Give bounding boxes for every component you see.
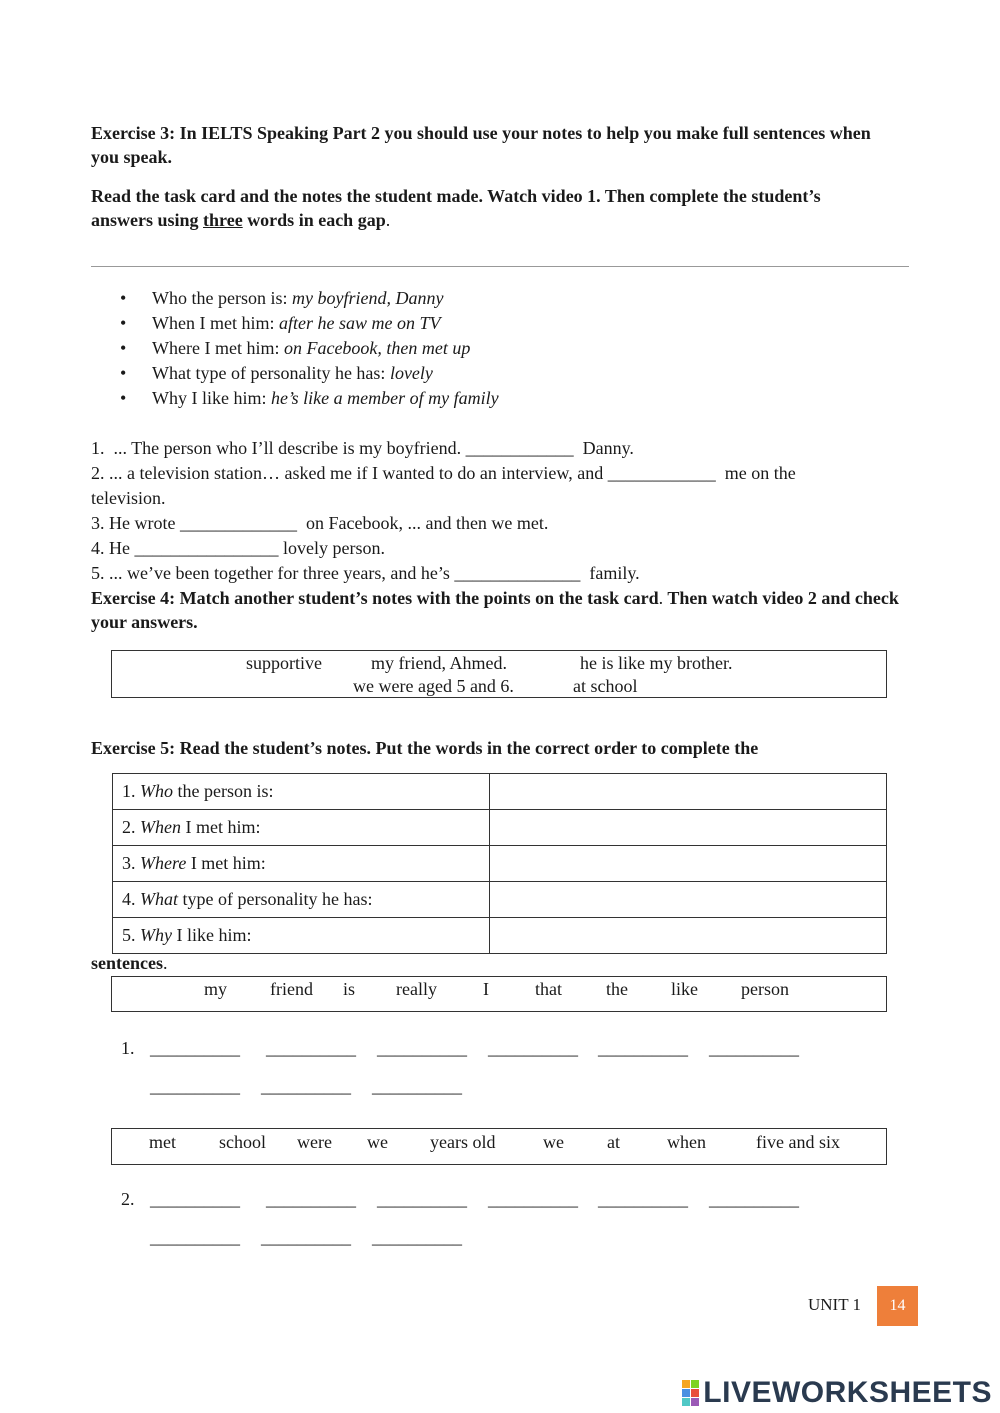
table-row: [113, 774, 887, 810]
table-cell-label: 1. Who the person is:: [113, 774, 490, 810]
answer-blank[interactable]: __________: [372, 1076, 462, 1096]
list-item: [120, 311, 499, 336]
logo-text: LIVEWORKSHEETS: [703, 1376, 992, 1409]
instr-part-a: Read the task card and the notes the student made. Watch video 1. Then complete the student’s answers using: [91, 186, 821, 230]
ex4-heading-dot: .: [658, 588, 664, 608]
answer-blank[interactable]: __________: [150, 1227, 240, 1247]
note-label: When I met him:: [152, 313, 279, 333]
word-chip[interactable]: really: [396, 979, 437, 999]
word-box-2: [111, 1128, 887, 1165]
note-word[interactable]: he is like my brother.: [580, 653, 733, 673]
answer-blank[interactable]: __________: [261, 1076, 351, 1096]
list-item: [120, 386, 499, 411]
note-value: he’s like a member of my family: [270, 388, 499, 408]
word-chip[interactable]: person: [741, 979, 789, 999]
word-chip[interactable]: met: [149, 1132, 176, 1152]
question-2[interactable]: 2. ... a television station… asked me if I wanted to do an interview, and ____________ me on the: [91, 463, 796, 483]
note-value: lovely: [389, 363, 433, 383]
table-cell-label: 2. When I met him:: [113, 810, 490, 846]
student-notes-box: [111, 650, 887, 698]
word-chip[interactable]: years old: [430, 1132, 496, 1152]
table-cell-answer[interactable]: [490, 810, 887, 846]
note-word[interactable]: at school: [573, 676, 638, 696]
exercise-5-heading-end: sentences.: [91, 953, 168, 973]
table-cell-label: 5. Why I like him:: [113, 918, 490, 954]
exercise-5-heading: Exercise 5: Read the student’s notes. Put the words in the correct order to complete the: [91, 738, 759, 758]
answer-blank[interactable]: __________: [488, 1038, 578, 1058]
word-chip[interactable]: when: [667, 1132, 706, 1152]
question-1[interactable]: 1. ... The person who I’ll describe is my boyfriend. ____________ Danny.: [91, 438, 634, 458]
note-label: What type of personality he has:: [152, 363, 390, 383]
word-chip[interactable]: five and six: [756, 1132, 840, 1152]
table-row: [113, 846, 887, 882]
unit-label: UNIT 1: [808, 1295, 862, 1314]
question-5[interactable]: 5. ... we’ve been together for three years, and he’s ______________ family.: [91, 563, 640, 583]
note-word[interactable]: we were aged 5 and 6.: [353, 676, 514, 696]
liveworksheets-logo[interactable]: [682, 1376, 992, 1410]
word-chip[interactable]: is: [343, 979, 356, 999]
answer-blank[interactable]: __________: [150, 1076, 240, 1096]
instr-part-b: words in each gap: [242, 210, 386, 230]
divider-line: [91, 266, 909, 267]
logo-icon: [682, 1380, 699, 1406]
word-chip[interactable]: I: [483, 979, 489, 999]
list-item: [120, 361, 499, 386]
instr-underlined-word: three: [203, 210, 243, 230]
word-chip[interactable]: at: [607, 1132, 620, 1152]
word-chip[interactable]: like: [671, 979, 698, 999]
answer-2-number: 2.: [121, 1189, 135, 1209]
table-cell-answer[interactable]: [490, 882, 887, 918]
exercise-4-heading: [91, 586, 921, 634]
note-value: on Facebook, then met up: [283, 338, 471, 358]
ex4-heading-part-b: Then watch video 2 and check your answers.: [91, 588, 899, 632]
table-cell-answer[interactable]: [490, 918, 887, 954]
answer-blank[interactable]: __________: [266, 1189, 356, 1209]
word-box-1: [111, 976, 887, 1012]
table-row: [113, 918, 887, 954]
exercise-3-instructions: [91, 184, 871, 232]
table-row: [113, 810, 887, 846]
list-item: [120, 286, 499, 311]
answer-blank[interactable]: __________: [372, 1227, 462, 1247]
table-cell-answer[interactable]: [490, 846, 887, 882]
note-label: Why I like him:: [152, 388, 271, 408]
note-word[interactable]: supportive: [246, 653, 322, 673]
table-cell-label: 3. Where I met him:: [113, 846, 490, 882]
answer-blank[interactable]: __________: [150, 1038, 240, 1058]
note-word[interactable]: my friend, Ahmed.: [371, 653, 507, 673]
instr-dot: .: [385, 210, 391, 230]
answer-blank[interactable]: __________: [598, 1038, 688, 1058]
question-2-continued: television.: [91, 488, 166, 508]
word-chip[interactable]: that: [535, 979, 562, 999]
answer-blank[interactable]: __________: [488, 1189, 578, 1209]
word-chip[interactable]: were: [297, 1132, 332, 1152]
answer-blank[interactable]: __________: [261, 1227, 351, 1247]
ex4-heading-part-a: Exercise 4: Match another student’s notes with the points on the task card: [91, 588, 659, 608]
word-chip[interactable]: my: [204, 979, 228, 999]
answer-blank[interactable]: __________: [709, 1189, 799, 1209]
word-chip[interactable]: we: [367, 1132, 388, 1152]
list-item: [120, 336, 499, 361]
word-chip[interactable]: school: [219, 1132, 266, 1152]
table-row: [113, 882, 887, 918]
word-chip[interactable]: the: [606, 979, 628, 999]
table-cell-label: 4. What type of personality he has:: [113, 882, 490, 918]
answer-blank[interactable]: __________: [598, 1189, 688, 1209]
exercise-3-heading: Exercise 3: In IELTS Speaking Part 2 you should use your notes to help you make full sentences when you speak.: [91, 123, 871, 167]
note-value: after he saw me on TV: [278, 313, 441, 333]
word-chip[interactable]: friend: [270, 979, 313, 999]
question-3[interactable]: 3. He wrote _____________ on Facebook, ... and then we met.: [91, 513, 549, 533]
note-label: Who the person is:: [152, 288, 292, 308]
word-chip[interactable]: we: [543, 1132, 564, 1152]
question-4[interactable]: 4. He ________________ lovely person.: [91, 538, 385, 558]
answer-blank[interactable]: __________: [377, 1038, 467, 1058]
table-cell-answer[interactable]: [490, 774, 887, 810]
answer-blank[interactable]: __________: [709, 1038, 799, 1058]
task-card-table: [112, 773, 887, 954]
note-label: Where I met him:: [152, 338, 284, 358]
page-number: 14: [877, 1286, 918, 1326]
answer-blank[interactable]: __________: [266, 1038, 356, 1058]
task-card-notes: [120, 286, 499, 411]
note-value: my boyfriend, Danny: [291, 288, 444, 308]
answer-blank[interactable]: __________: [150, 1189, 240, 1209]
answer-1-number: 1.: [121, 1038, 135, 1058]
answer-blank[interactable]: __________: [377, 1189, 467, 1209]
